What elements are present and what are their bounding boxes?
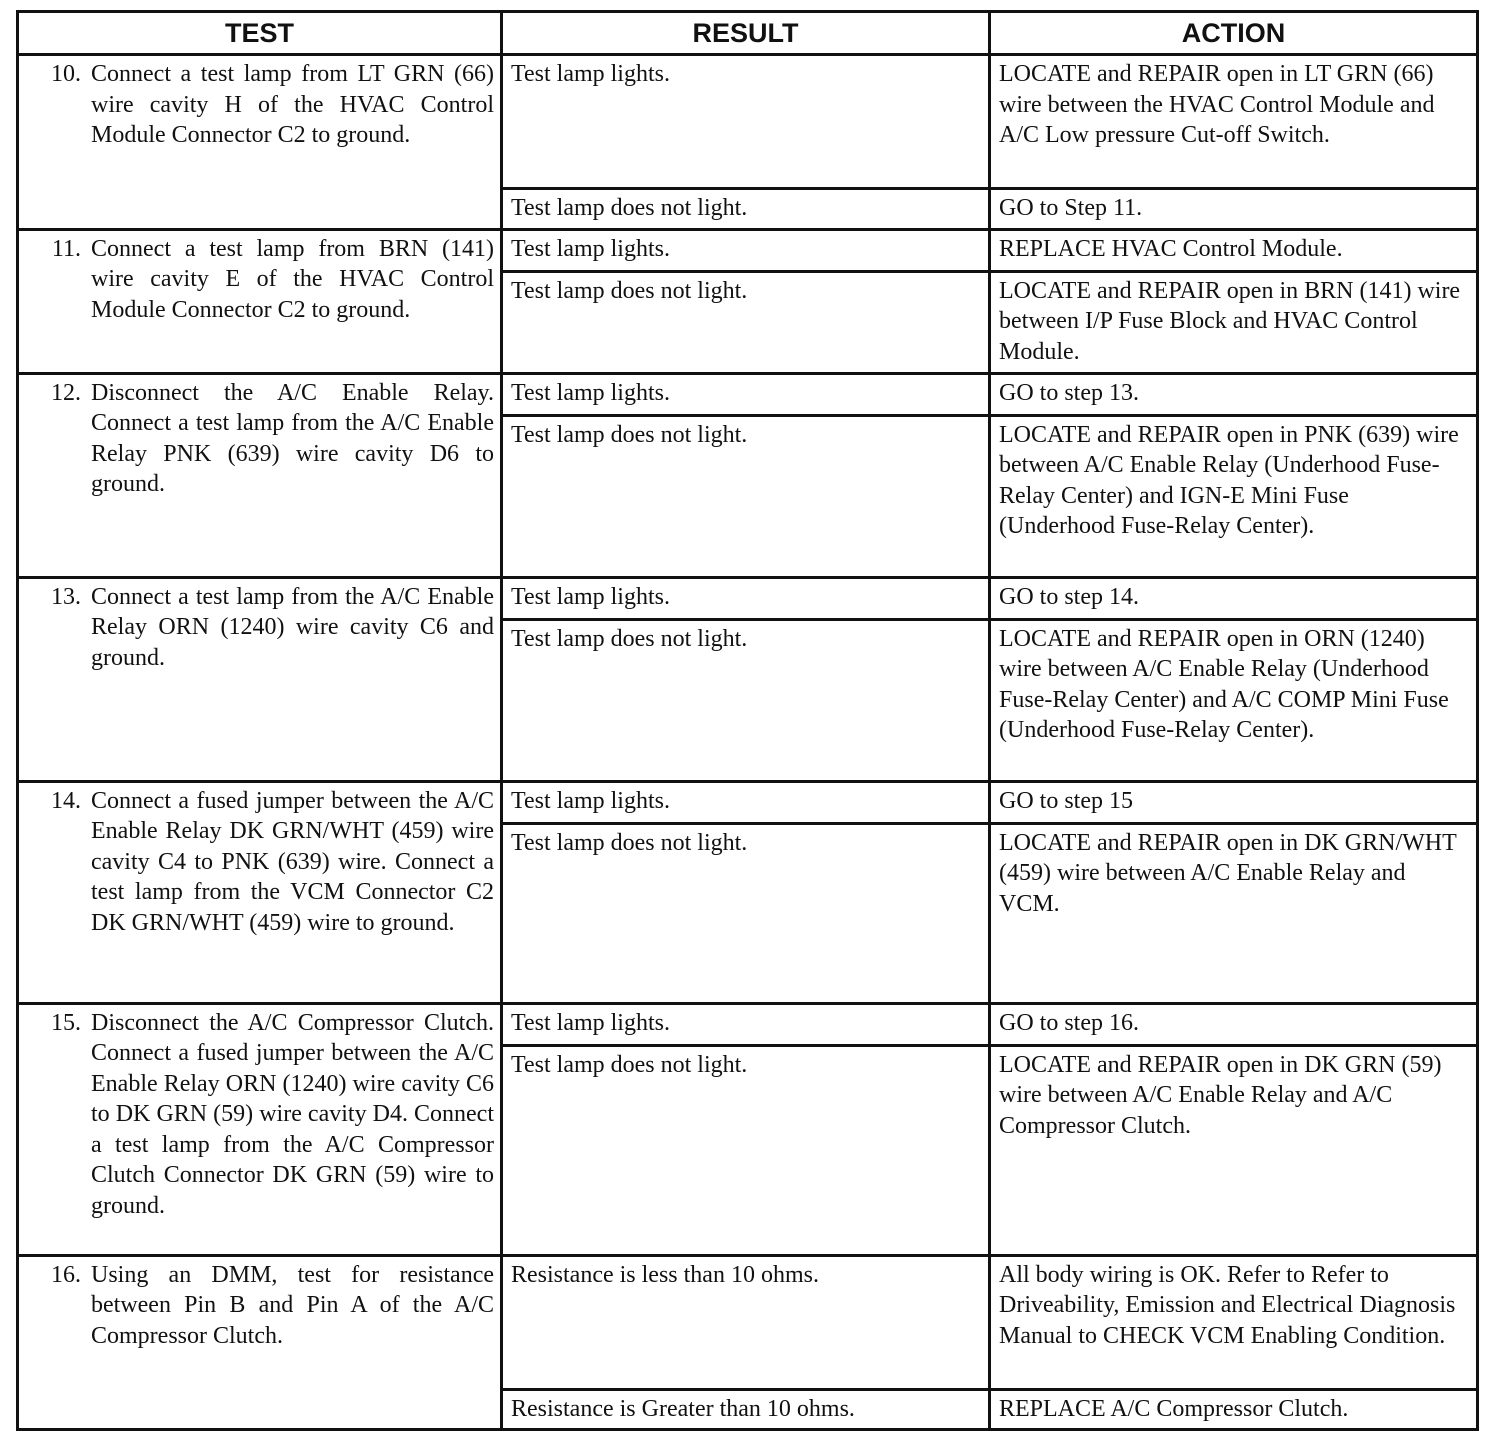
action-cell: GO to step 14. — [990, 577, 1478, 619]
test-text: Connect a test lamp from BRN (141) wire cavity E of the HVAC Control Module Connector C2 to ground. — [91, 235, 494, 323]
test-text: Connect a test lamp from the A/C Enable Relay ORN (1240) wire cavity C6 and ground. — [91, 583, 494, 671]
header-result: RESULT — [502, 12, 990, 55]
table-row — [18, 373, 1478, 415]
test-cell — [18, 55, 502, 230]
action-cell: All body wiring is OK. Refer to Refer to Driveability, Emission and Electrical Diagnosis Manual to CHECK VCM Enabling Condition. — [990, 1255, 1478, 1389]
result-cell: Test lamp does not light. — [502, 189, 990, 230]
test-cell — [18, 1255, 502, 1430]
table-row — [18, 781, 1478, 823]
result-cell: Test lamp lights. — [502, 1003, 990, 1045]
result-cell: Test lamp does not light. — [502, 619, 990, 781]
result-cell: Test lamp lights. — [502, 577, 990, 619]
step-number: 12. — [51, 379, 81, 406]
table-row — [18, 1255, 1478, 1389]
action-cell: LOCATE and REPAIR open in DK GRN/WHT (459) wire between A/C Enable Relay and VCM. — [990, 823, 1478, 1003]
result-cell: Test lamp lights. — [502, 229, 990, 271]
action-cell: LOCATE and REPAIR open in DK GRN (59) wire between A/C Enable Relay and A/C Compressor Clutch. — [990, 1045, 1478, 1255]
result-cell: Resistance is Greater than 10 ohms. — [502, 1389, 990, 1430]
test-cell — [18, 1003, 502, 1255]
result-cell: Test lamp does not light. — [502, 415, 990, 577]
test-text: Connect a test lamp from LT GRN (66) wire cavity H of the HVAC Control Module Connector C2 to ground. — [91, 61, 494, 148]
header-row — [18, 12, 1478, 55]
diagnostic-table — [16, 10, 1479, 1431]
step-number: 11. — [51, 235, 81, 262]
test-cell — [18, 781, 502, 1003]
table-row — [18, 55, 1478, 189]
test-cell — [18, 373, 502, 577]
test-cell — [18, 229, 502, 373]
action-cell: REPLACE HVAC Control Module. — [990, 229, 1478, 271]
action-cell: GO to step 13. — [990, 373, 1478, 415]
result-cell: Test lamp lights. — [502, 781, 990, 823]
step-number: 13. — [51, 583, 81, 610]
result-cell: Test lamp lights. — [502, 55, 990, 189]
step-number: 15. — [51, 1009, 81, 1036]
table-row — [18, 229, 1478, 271]
test-cell — [18, 577, 502, 781]
action-cell: LOCATE and REPAIR open in PNK (639) wire between A/C Enable Relay (Underhood Fuse-Relay Center) and IGN-E Mini Fuse (Underhood Fuse-Relay Center). — [990, 415, 1478, 577]
step-number: 16. — [51, 1261, 81, 1288]
test-text: Connect a fused jumper between the A/C Enable Relay DK GRN/WHT (459) wire cavity C4 to PNK (639) wire. Connect a test lamp from the VCM Connector C2 DK GRN/WHT (459) wire to ground. — [91, 787, 494, 936]
result-cell: Resistance is less than 10 ohms. — [502, 1255, 990, 1389]
action-cell: GO to Step 11. — [990, 189, 1478, 230]
header-test: TEST — [18, 12, 502, 55]
action-cell: GO to step 15 — [990, 781, 1478, 823]
test-text: Disconnect the A/C Enable Relay. Connect a test lamp from the A/C Enable Relay PNK (639) wire cavity D6 to ground. — [91, 379, 494, 497]
result-cell: Test lamp lights. — [502, 373, 990, 415]
test-text: Disconnect the A/C Compressor Clutch. Connect a fused jumper between the A/C Enable Relay ORN (1240) wire cavity C6 to DK GRN (59) wire cavity D4. Connect a test lamp from the A/C Compressor Clutch Connector DK GRN (59) wire to ground. — [91, 1009, 494, 1219]
step-number: 14. — [51, 787, 81, 814]
action-cell: REPLACE A/C Compressor Clutch. — [990, 1389, 1478, 1430]
result-cell: Test lamp does not light. — [502, 271, 990, 373]
action-cell: LOCATE and REPAIR open in ORN (1240) wire between A/C Enable Relay (Underhood Fuse-Relay Center) and A/C COMP Mini Fuse (Underhood Fuse-Relay Center). — [990, 619, 1478, 781]
action-cell: GO to step 16. — [990, 1003, 1478, 1045]
result-cell: Test lamp does not light. — [502, 823, 990, 1003]
table-row — [18, 577, 1478, 619]
action-cell: LOCATE and REPAIR open in BRN (141) wire between I/P Fuse Block and HVAC Control Module. — [990, 271, 1478, 373]
result-cell: Test lamp does not light. — [502, 1045, 990, 1255]
table-row — [18, 1003, 1478, 1045]
action-cell: LOCATE and REPAIR open in LT GRN (66) wire between the HVAC Control Module and A/C Low pressure Cut-off Switch. — [990, 55, 1478, 189]
header-action: ACTION — [990, 12, 1478, 55]
step-number: 10. — [51, 61, 81, 87]
test-text: Using an DMM, test for resistance between Pin B and Pin A of the A/C Compressor Clutch. — [91, 1261, 494, 1349]
